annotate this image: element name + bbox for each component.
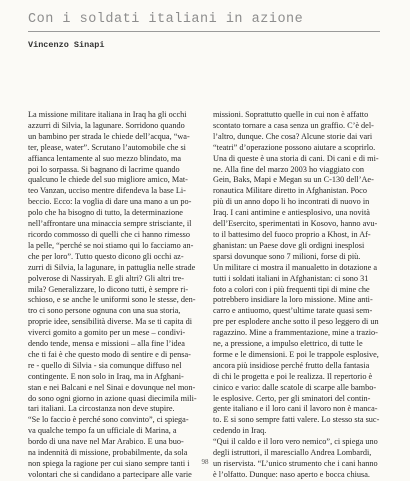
text-line: non spiega la ragione per cui siano sempre tanti i [28, 459, 190, 468]
text-line: forme e le dimensioni. E poi le trappole esplosive, [213, 349, 379, 359]
left-text-column [28, 110, 204, 481]
text-line: nell’affrontare una minaccia sempre strisciante, il [28, 219, 192, 229]
text-line: va qualche tempo fa un ufficiale di Marina, a [28, 426, 177, 436]
text-line: ancora più insidiose perché frutto della fantasia [213, 360, 370, 370]
text-line: ronautica Militare diretto in Afghanistan. Poco [213, 186, 367, 196]
text-line: schioso, e se anche le uniformi sono le stesse, den- [28, 295, 196, 305]
text-line: Gein, Baks, Mapi e Megan su un C-130 dell’Ae- [213, 175, 374, 185]
page-number: 98 [201, 458, 209, 466]
text-line: ghanistan: un Paese dove gli ordigni inesplosi [213, 240, 365, 250]
text-line: re - quello di Silvia - sia comunque diffuso nel [28, 360, 182, 370]
text-line: beccio. Ecco: la voglia di dare una mano a un po- [28, 197, 192, 207]
text-line: volontari che si candidano a partecipare alle varie [28, 469, 192, 479]
text-line: cinico e vario: dalle scatole di scarpe alle bambo- [213, 382, 377, 392]
text-line: carro e antiuomo, quest’ultime tarate quasi sem- [213, 306, 373, 316]
text-line: na indennità di missione, probabilmente, da sola [28, 448, 188, 458]
text-line: tari italiani. La circostanza non deve stupire. [28, 404, 175, 414]
text-line: qualcuno le chiede del suo migliore amico, Mat- [28, 175, 188, 185]
text-line: potrebbero insidiare la loro missione. Mine anti- [213, 295, 373, 305]
text-line: un riservista. “L’unico strumento che i cani hanno [213, 459, 378, 468]
text-line: polverose di Nassiryah. E gli altri? Gli altri tre- [28, 273, 185, 283]
text-line: mila? Generalizzare, lo dicono tutti, è sempre ri- [28, 284, 189, 294]
text-line: teo Vanzan, ucciso mentre difendeva la base Li- [28, 186, 186, 196]
text-line: “Se lo faccio è perché sono convinto”, ci spiega- [28, 415, 189, 425]
text-line: gente italiano e il loro cani il lavoro non è manca- [213, 404, 378, 414]
text-line: La missione militare italiana in Iraq ha gli occhi [28, 110, 187, 119]
text-line: tro ci sono persone ognuna con una sua storia, [28, 306, 181, 316]
text-line: to il battesimo del fuoco proprio a Khost, in Af- [213, 229, 371, 239]
text-line: dendo tende, mensa e missioni – alla fine l’idea [28, 339, 185, 349]
text-line: do sono ogni giorno in azione quasi diecimila mili- [28, 393, 197, 403]
text-line: la pelle, “perché se noi stiamo qui lo facciamo an- [28, 240, 194, 250]
text-line: bordo di una nave nel Mar Arabico. E una buo- [28, 437, 184, 447]
text-line: ne, a pressione, a impulso elettrico, di tutte le [213, 339, 363, 349]
text-line: le esplosive. Certo, per gli sminatori del contin- [213, 393, 371, 403]
text-line: polo che ha bisogno di tutto, la determinazione [28, 208, 183, 218]
text-line: ricordo commosso di quelli che ci hanno rimesso [28, 229, 190, 239]
text-line: azzurri di Silvia, la lagunare. Sorridono quando [28, 120, 185, 130]
text-line: Una di queste è una storia di cani. Di cani e di mi- [213, 153, 379, 163]
text-line: sparsi dovunque sono 7 milioni, forse di più. [213, 251, 361, 261]
text-line: scontato tornare a casa senza un graffio. C’è del- [213, 120, 374, 130]
text-line: tutti i soldati italiani in Afghanistan: ci sono 31 [213, 273, 369, 283]
text-line: pre per esplodere anche sotto il peso leggero di un [213, 317, 379, 327]
title-rule [28, 31, 380, 32]
text-line: Un militare ci mostra il manualetto in dotazione a [213, 262, 378, 272]
text-line: Iraq. I cani antimine e antiesplosivo, una novità [213, 208, 370, 218]
text-line: che per loro”. Tutto questo dicono gli occhi az- [28, 251, 184, 261]
text-line: affianca lentamente al suo mezzo blindato, ma [28, 153, 182, 163]
text-line: viverci gomito a gomito per un mese – condivi- [28, 328, 186, 338]
text-line: to. E si sono sempre fatti valere. Lo stesso sta suc- [213, 415, 380, 425]
text-line: contingente. E non solo in Iraq, ma in Afghani- [28, 371, 184, 381]
text-line: cedendo in Iraq. [213, 426, 267, 436]
text-line: dell’Esercito, sperimentati in Kosovo, hanno avu- [213, 219, 378, 229]
text-line: l’altro, dunque. Che cosa? Alcune storie dai vari [213, 131, 373, 141]
text-line: ne. Alla fine del marzo 2003 ho viaggiato con [213, 164, 364, 174]
author-name: Vincenzo Sinapi [28, 40, 105, 50]
right-text-column [213, 110, 389, 481]
text-line: un bambino per strada le chiede dell’acqua, “wa- [28, 131, 190, 141]
text-line: che ti fai è che questo modo di sentire e di pensa- [28, 349, 191, 359]
text-line: più di un anno dopo li ho incontrati di nuovo in [213, 197, 370, 207]
text-line: “teatri” d’operazione possono aiutare a scoprirlo. [213, 142, 376, 152]
text-line: è l’olfatto. Dunque: naso aperto e bocca chiusa. [213, 469, 370, 479]
text-line: di chi le progetta e poi le realizza. Il repertorio è [213, 371, 373, 381]
text-line: missioni. Soprattutto quelle in cui non è affatto [213, 110, 369, 119]
text-line: ter, please, water”. Scrutano l’automobile che si [28, 142, 186, 152]
text-line: poi lo sorpassa. Si bagnano di lacrime quando [28, 164, 180, 174]
text-line: degli istruttori, il maresciallo Andrea Lombardi, [213, 448, 372, 458]
text-line: ragazzino. Mine a frammentazione, mine a trazio- [213, 328, 378, 338]
text-line: foto a colori con i più frequenti tipi di mine che [213, 284, 370, 294]
text-line: stan e nei Balcani e nel Sinai e dovunque nel mon- [28, 382, 196, 392]
text-line: “Qui il caldo e il loro vero nemico”, ci spiega uno [213, 437, 378, 447]
text-line: zurri di Silvia, la lagunare, in pattuglia nelle strade [28, 262, 196, 272]
chapter-title: Con i soldati italiani in azione [28, 12, 304, 27]
text-line: proprie idee, sensibilità diverse. Ma se ti capita di [28, 317, 193, 327]
